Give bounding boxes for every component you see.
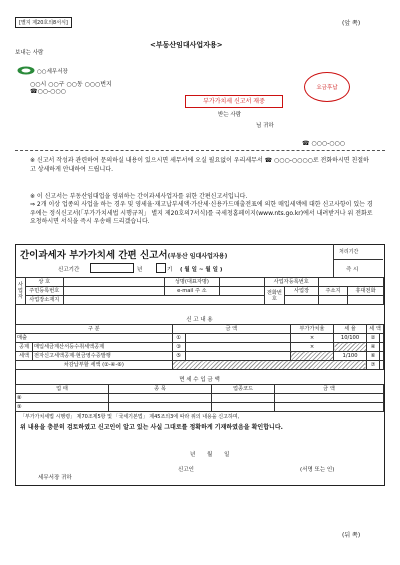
- calc-payable-label: 차감납부할 세액 (②-④-⑥): [16, 361, 173, 370]
- calc-r1-x: ×: [291, 334, 334, 343]
- calc-r2-no2: ④: [367, 343, 380, 352]
- page-side-back: (뒤 쪽): [342, 532, 361, 539]
- postage-stamp-label: 요금후납: [316, 85, 338, 91]
- mobile-phone-label: 휴대전화: [348, 287, 384, 296]
- recipient-label: 받는 사람: [218, 112, 242, 118]
- calc-r2-no3: ⑤: [172, 352, 185, 361]
- calc-r1-label: 매출: [16, 334, 173, 343]
- sales-amount-input[interactable]: [185, 334, 290, 343]
- calc-h-vat-rate: 부가가치율: [291, 325, 334, 334]
- sender-address: ○○시 ○○구 ○○동 ○○○번지: [30, 81, 112, 88]
- mobile-phone-input[interactable]: [348, 296, 384, 305]
- postage-stamp: [304, 72, 350, 102]
- office-phone-label: 사업장: [285, 287, 319, 296]
- form-subtitle: <부동산임대사업자용>: [150, 41, 223, 49]
- calc-r1-rate: 10/100: [334, 334, 367, 343]
- calc-deduction-label-b: 세액: [16, 352, 33, 361]
- exempt-h-code: 업종코드: [212, 385, 275, 394]
- resident-no-label: 주민등록번호: [25, 287, 63, 296]
- payable-tax-input[interactable]: [380, 361, 384, 370]
- calc-deduction-label-a: 공제: [16, 343, 33, 352]
- calc-table: [15, 324, 384, 370]
- home-phone-label: 주소지: [318, 287, 347, 296]
- period-year-label: 년: [137, 267, 143, 273]
- signature-field[interactable]: (서명 또는 인): [300, 467, 335, 473]
- exempt-row-1-no: ⑧: [17, 394, 22, 401]
- location-label: 사업장소재지: [25, 296, 63, 305]
- calc-h-tax: 세 액: [367, 325, 384, 334]
- info-paragraph-3: ⇒ 2개 이상 업종의 사업을 하는 경우 및 영세율·재고납부세액·가산세·신용카드매출전표에 의한 매입세액에 대한 신고사항이 있는 경우에는 정식신고서(「부가가치세법 시행규칙」 별지 제20호의7서식)를 국세청홈페이지(www.nts.go.kr)에서 내려받거나 위 전화로 요청하시면 서식을 즉시 우송해 드리겠습니다.: [30, 201, 373, 225]
- email-label: e-mail 주 소: [164, 287, 219, 296]
- trade-name-label: 상 호: [25, 278, 63, 287]
- email-input[interactable]: [220, 287, 265, 296]
- resident-no-input[interactable]: [63, 287, 164, 296]
- exempt-sales-table: [15, 384, 384, 412]
- handling-period-label: 처리기간: [339, 249, 359, 255]
- period-term-label: 기: [167, 267, 173, 273]
- exempt-row-2-no: ⑨: [17, 403, 22, 410]
- exempt-section-title: 면 세 수 입 금 액: [179, 377, 220, 383]
- calc-h-category: 구 분: [16, 325, 173, 334]
- trade-name-input[interactable]: [63, 278, 164, 287]
- form-title: [20, 247, 227, 261]
- form-number: [별지 제20호의8서식]: [15, 17, 72, 28]
- calc-h-tax-rate: 세 율: [334, 325, 367, 334]
- calc-h-amount: 금 액: [172, 325, 290, 334]
- declarant-label: 신고인: [178, 467, 194, 473]
- handling-period-value: 즉 시: [346, 267, 359, 273]
- exempt-row-2-item[interactable]: [109, 403, 212, 412]
- page-side-front: (앞 쪽): [342, 20, 361, 27]
- receipt-deduction-input[interactable]: [380, 352, 384, 361]
- exempt-h-business: 업 태: [16, 385, 109, 394]
- sender-office: ○○세무서장: [37, 69, 68, 75]
- recipient-honorific: 님 귀하: [256, 123, 274, 129]
- biz-side-label: 사업자: [16, 278, 26, 305]
- exempt-h-amount: 금 액: [275, 385, 384, 394]
- office-phone-input[interactable]: [285, 296, 319, 305]
- sender-postal: ☎○○-○○○: [30, 88, 66, 95]
- calc-payable-hatch: [172, 361, 366, 370]
- rep-name-label: 성명(대표자명): [164, 278, 219, 287]
- period-term-input[interactable]: [156, 263, 166, 273]
- form-title-main: 간이과세자 부가가치세 간편 신고서: [20, 250, 168, 261]
- period-months: ( 월 일 ~ 월 일 ): [180, 267, 223, 273]
- receipt-amount-input[interactable]: [185, 352, 290, 361]
- calc-r1-no: ①: [172, 334, 185, 343]
- business-info-table: [15, 277, 384, 305]
- addressee: 세무서장 귀하: [38, 475, 72, 481]
- recipient-postal: ☎ ○○○-○○○: [302, 140, 345, 147]
- declaration-date: 년 월 일: [190, 452, 230, 458]
- sender-label: 보내는 사람: [15, 50, 44, 56]
- reg-no-label: 사업자등록번호: [264, 278, 318, 287]
- calc-r1-no2: ②: [367, 334, 380, 343]
- home-phone-input[interactable]: [318, 296, 347, 305]
- info-paragraph-2: ※ 이 신고서는 부동산임대업을 영위하는 간이과세사업자를 위한 간편신고서입니다.: [30, 193, 248, 200]
- declaration-text: 위 내용을 충분히 검토하였고 신고인이 알고 있는 사실 그대로를 정확하게 기재하였음을 확인합니다.: [20, 424, 283, 431]
- declaration-law: 「부가가치세법 시행령」 제70조제5항 및 「국세기본법」 제45조의3에 따라 위의 내용을 신고하며,: [20, 414, 240, 420]
- exempt-row-1-business[interactable]: [16, 394, 109, 403]
- calc-r2-rate: 1/100: [334, 352, 367, 361]
- exempt-h-item: 종 목: [109, 385, 212, 394]
- calc-section-title: 신 고 내 용: [186, 317, 213, 323]
- calc-deduction-item2: 전자신고세액공제·현금영수증발행: [33, 352, 173, 361]
- period-label: 신고기간: [58, 267, 80, 273]
- reg-no-input[interactable]: [318, 278, 383, 287]
- calc-r2b-hatch: [291, 352, 334, 361]
- calc-r3-no: ⑦: [367, 361, 380, 370]
- exempt-row-1-amount[interactable]: [275, 394, 384, 403]
- exempt-row-1-item[interactable]: [109, 394, 212, 403]
- exempt-row-1-code[interactable]: [212, 394, 275, 403]
- info-paragraph-1: ※ 신고서 작성과 관련하여 문의하실 내용이 있으시면 세무서에 오실 필요없이 우리세무서 ☎ ○○○-○○○○로 전화하시면 친절하고 상세하게 안내하여 드립니다.: [30, 157, 369, 173]
- exempt-row-2-business[interactable]: [16, 403, 109, 412]
- form-title-sub: (부동산 임대사업자용): [167, 253, 228, 260]
- calc-r2-hatch: [334, 343, 367, 352]
- purchase-amount-input[interactable]: [185, 343, 290, 352]
- calc-r2-no4: ⑥: [367, 352, 380, 361]
- exempt-row-2-amount[interactable]: [275, 403, 384, 412]
- calc-r2-x: ×: [291, 343, 334, 352]
- period-year-input[interactable]: [90, 263, 134, 273]
- sales-tax-input[interactable]: [380, 334, 384, 343]
- purchase-deduction-input[interactable]: [380, 343, 384, 352]
- contact-label: 전화번호: [264, 287, 285, 305]
- calc-deduction-item1: 매입세금계산서등수취세액공제: [33, 343, 173, 352]
- vat-return-notice: 부가가치세 신고서 재중: [185, 95, 283, 108]
- exempt-row-2-code[interactable]: [212, 403, 275, 412]
- cut-line: [15, 150, 385, 151]
- rep-name-input[interactable]: [220, 278, 265, 287]
- location-input[interactable]: [63, 296, 264, 305]
- calc-r2-no1: ③: [172, 343, 185, 352]
- nts-logo-icon: [17, 66, 35, 75]
